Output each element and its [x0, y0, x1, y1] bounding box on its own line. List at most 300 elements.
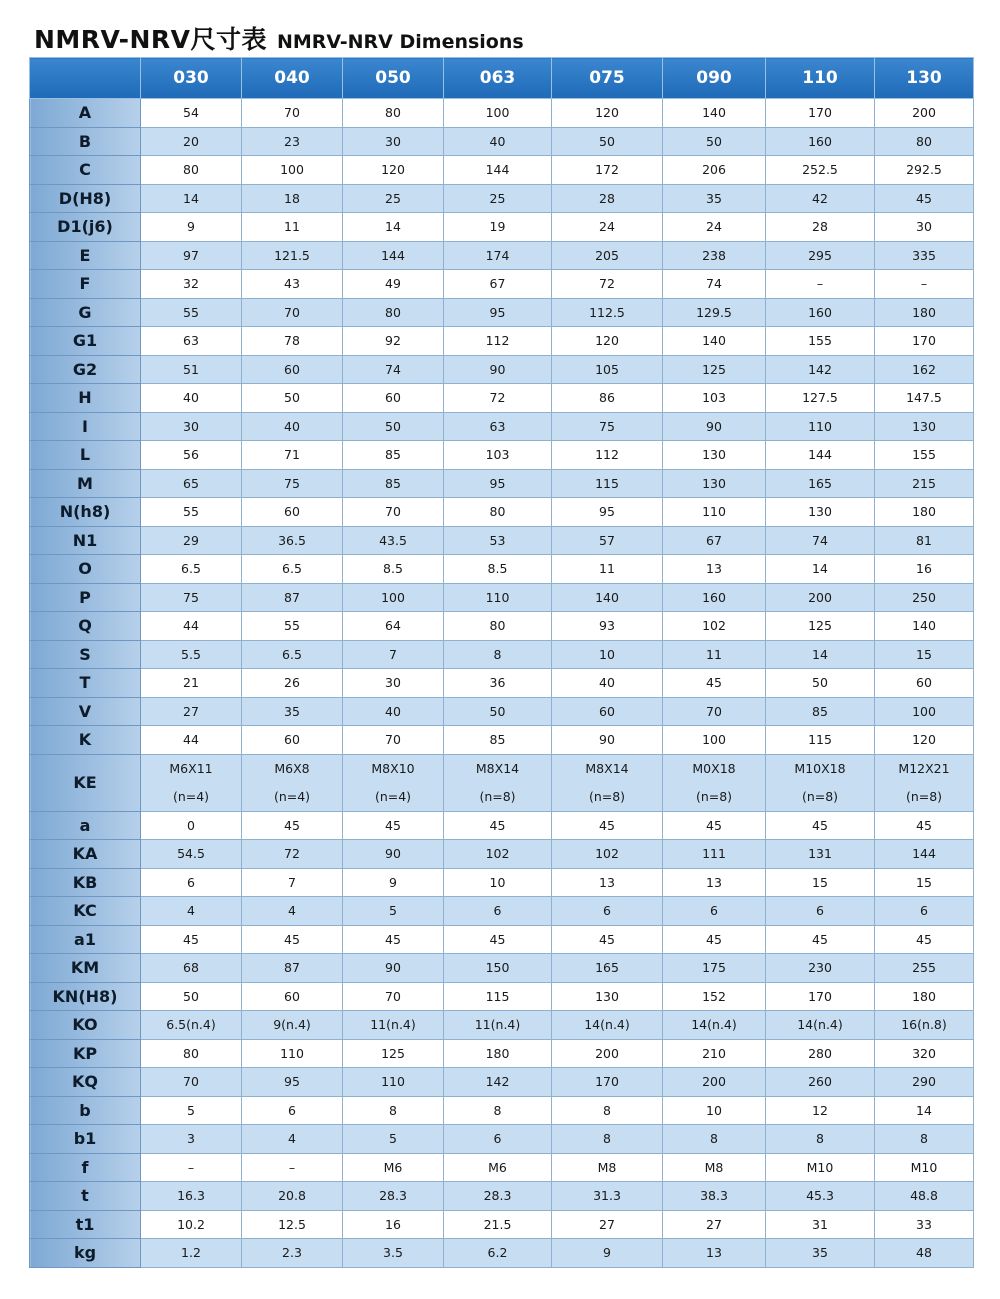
col-header: 040	[242, 58, 343, 99]
table-cell: 70	[343, 726, 444, 755]
table-cell: 30	[875, 213, 974, 242]
table-row	[30, 441, 974, 470]
table-cell: 43	[242, 270, 343, 299]
table-cell: 110	[766, 412, 875, 441]
row-label: t1	[30, 1210, 141, 1239]
table-cell: 53	[444, 526, 552, 555]
table-cell: 18	[242, 184, 343, 213]
table-cell: 14	[343, 213, 444, 242]
table-cell: 144	[875, 840, 974, 869]
table-cell: 65	[141, 469, 242, 498]
table-cell: 50	[141, 982, 242, 1011]
row-label: T	[30, 669, 141, 698]
table-row	[30, 925, 974, 954]
table-cell: 230	[766, 954, 875, 983]
row-label: L	[30, 441, 141, 470]
table-cell: 144	[343, 241, 444, 270]
row-label: G1	[30, 327, 141, 356]
row-label: KQ	[30, 1068, 141, 1097]
table-cell: 50	[444, 697, 552, 726]
table-cell: 21.5	[444, 1210, 552, 1239]
table-cell: 56	[141, 441, 242, 470]
table-cell: 28	[552, 184, 663, 213]
table-cell: 42	[766, 184, 875, 213]
table-cell: 6.5	[242, 555, 343, 584]
table-cell: 6	[141, 868, 242, 897]
table-cell: 97	[141, 241, 242, 270]
table-cell: 125	[766, 612, 875, 641]
table-cell: 67	[444, 270, 552, 299]
row-label: G2	[30, 355, 141, 384]
table-cell: 70	[141, 1068, 242, 1097]
table-cell: 125	[663, 355, 766, 384]
table-row	[30, 355, 974, 384]
table-cell: 14	[875, 1096, 974, 1125]
table-cell: –	[766, 270, 875, 299]
table-cell: 50	[242, 384, 343, 413]
row-label: KE	[30, 754, 141, 811]
table-cell: 3.5	[343, 1239, 444, 1268]
table-cell: 80	[444, 498, 552, 527]
row-label: H	[30, 384, 141, 413]
cell-thread-size: M0X18	[692, 760, 736, 776]
table-cell: 144	[766, 441, 875, 470]
table-cell: 125	[343, 1039, 444, 1068]
table-cell: 6	[663, 897, 766, 926]
row-label: a1	[30, 925, 141, 954]
table-cell: 110	[444, 583, 552, 612]
table-cell	[766, 754, 875, 811]
table-cell: 72	[444, 384, 552, 413]
table-row	[30, 99, 974, 128]
table-row	[30, 754, 974, 811]
table-cell: 7	[242, 868, 343, 897]
table-cell: 29	[141, 526, 242, 555]
table-cell: 6	[875, 897, 974, 926]
table-cell: 45	[141, 925, 242, 954]
table-cell: 80	[444, 612, 552, 641]
table-cell: 45	[444, 811, 552, 840]
table-cell: 28.3	[343, 1182, 444, 1211]
table-cell: 155	[875, 441, 974, 470]
table-row	[30, 555, 974, 584]
table-row	[30, 127, 974, 156]
table-cell: 8	[343, 1096, 444, 1125]
row-label: S	[30, 640, 141, 669]
table-cell: 15	[875, 868, 974, 897]
table-row	[30, 954, 974, 983]
table-cell: 49	[343, 270, 444, 299]
table-row	[30, 1039, 974, 1068]
row-label: B	[30, 127, 141, 156]
table-cell: 27	[141, 697, 242, 726]
table-cell: 40	[141, 384, 242, 413]
table-cell	[242, 754, 343, 811]
table-cell: 200	[663, 1068, 766, 1097]
cell-thread-size: M8X14	[475, 760, 520, 776]
table-cell: 23	[242, 127, 343, 156]
table-cell: 147.5	[875, 384, 974, 413]
table-cell: 127.5	[766, 384, 875, 413]
cell-thread-count: (n=8)	[695, 788, 733, 804]
table-cell: 140	[552, 583, 663, 612]
table-cell: 86	[552, 384, 663, 413]
row-label: E	[30, 241, 141, 270]
row-label: b1	[30, 1125, 141, 1154]
cell-thread-size: M6X8	[274, 760, 310, 776]
table-cell: 70	[343, 982, 444, 1011]
table-cell: 100	[663, 726, 766, 755]
table-cell: 130	[552, 982, 663, 1011]
table-cell: M8	[663, 1153, 766, 1182]
table-cell: 5	[141, 1096, 242, 1125]
table-cell: 45	[242, 811, 343, 840]
table-cell: 10	[663, 1096, 766, 1125]
table-cell: 55	[141, 498, 242, 527]
table-cell: 35	[242, 697, 343, 726]
table-cell: 206	[663, 156, 766, 185]
row-label: KB	[30, 868, 141, 897]
table-row	[30, 526, 974, 555]
table-row	[30, 669, 974, 698]
table-cell: 12	[766, 1096, 875, 1125]
row-label: N1	[30, 526, 141, 555]
table-row	[30, 1153, 974, 1182]
table-cell: 9(n.4)	[242, 1011, 343, 1040]
col-header: 050	[343, 58, 444, 99]
table-cell: 28.3	[444, 1182, 552, 1211]
table-cell: 5.5	[141, 640, 242, 669]
table-cell: 142	[444, 1068, 552, 1097]
table-cell: 170	[766, 99, 875, 128]
table-cell: 14	[766, 555, 875, 584]
table-cell: 30	[343, 127, 444, 156]
table-cell: 320	[875, 1039, 974, 1068]
table-row	[30, 469, 974, 498]
table-cell: 45	[552, 811, 663, 840]
table-cell	[663, 754, 766, 811]
table-cell: 11(n.4)	[444, 1011, 552, 1040]
table-cell: 45	[875, 811, 974, 840]
table-cell: 5	[343, 897, 444, 926]
table-cell: M10	[875, 1153, 974, 1182]
table-cell: 130	[663, 441, 766, 470]
cell-thread-count: (n=4)	[273, 788, 311, 804]
table-cell: 115	[552, 469, 663, 498]
table-cell: 90	[444, 355, 552, 384]
table-cell: 11(n.4)	[343, 1011, 444, 1040]
table-cell: 160	[766, 298, 875, 327]
table-cell: 102	[444, 840, 552, 869]
table-cell: 170	[875, 327, 974, 356]
table-cell: 102	[663, 612, 766, 641]
table-cell: 13	[663, 868, 766, 897]
table-cell: 70	[663, 697, 766, 726]
table-cell: 64	[343, 612, 444, 641]
page-title	[34, 20, 524, 56]
row-label: Q	[30, 612, 141, 641]
table-cell: 63	[141, 327, 242, 356]
table-cell: 140	[663, 327, 766, 356]
table-cell: 54	[141, 99, 242, 128]
table-cell: 40	[444, 127, 552, 156]
table-cell: M6	[343, 1153, 444, 1182]
table-row	[30, 498, 974, 527]
cell-thread-count: (n=8)	[801, 788, 839, 804]
cell-thread-count: (n=4)	[172, 788, 210, 804]
table-cell: 100	[343, 583, 444, 612]
table-cell: 26	[242, 669, 343, 698]
table-cell: 43.5	[343, 526, 444, 555]
table-cell: 11	[663, 640, 766, 669]
table-cell: 14(n.4)	[552, 1011, 663, 1040]
cell-thread-size: M8X10	[371, 760, 415, 776]
table-cell: 35	[663, 184, 766, 213]
row-label: F	[30, 270, 141, 299]
table-row	[30, 1125, 974, 1154]
table-cell: 10	[444, 868, 552, 897]
table-cell: 160	[663, 583, 766, 612]
table-cell: 15	[766, 868, 875, 897]
table-cell: 6	[766, 897, 875, 926]
table-cell: 60	[242, 726, 343, 755]
table-cell: 45	[343, 925, 444, 954]
table-cell: 103	[444, 441, 552, 470]
table-cell: 32	[141, 270, 242, 299]
table-cell: –	[242, 1153, 343, 1182]
table-cell: 60	[242, 355, 343, 384]
table-cell: 130	[875, 412, 974, 441]
table-cell: 7	[343, 640, 444, 669]
table-cell: 215	[875, 469, 974, 498]
table-cell: 180	[875, 498, 974, 527]
table-cell: 102	[552, 840, 663, 869]
table-cell: 74	[766, 526, 875, 555]
table-cell: 111	[663, 840, 766, 869]
table-cell: 51	[141, 355, 242, 384]
table-cell: 8	[444, 1096, 552, 1125]
table-cell: 24	[552, 213, 663, 242]
table-cell: 121.5	[242, 241, 343, 270]
table-cell: M6	[444, 1153, 552, 1182]
table-row	[30, 1096, 974, 1125]
table-cell: 0	[141, 811, 242, 840]
table-cell: 44	[141, 612, 242, 641]
table-body	[30, 99, 974, 1268]
table-cell: 120	[552, 327, 663, 356]
table-cell: 120	[343, 156, 444, 185]
table-row	[30, 384, 974, 413]
table-cell: 80	[343, 99, 444, 128]
table-cell: 160	[766, 127, 875, 156]
table-cell: 90	[343, 954, 444, 983]
table-cell	[141, 754, 242, 811]
table-cell: 129.5	[663, 298, 766, 327]
table-cell: 175	[663, 954, 766, 983]
table-cell: 8	[663, 1125, 766, 1154]
table-cell: 21	[141, 669, 242, 698]
table-cell: 45	[766, 811, 875, 840]
row-label: t	[30, 1182, 141, 1211]
table-cell: 180	[444, 1039, 552, 1068]
row-label: KC	[30, 897, 141, 926]
cell-thread-count: (n=8)	[479, 788, 516, 804]
table-cell: 50	[552, 127, 663, 156]
table-cell: 16	[875, 555, 974, 584]
table-cell: 140	[875, 612, 974, 641]
header-corner	[30, 58, 141, 99]
table-row	[30, 897, 974, 926]
table-cell: 95	[552, 498, 663, 527]
table-cell: 120	[875, 726, 974, 755]
table-cell: 200	[552, 1039, 663, 1068]
table-cell: 14	[766, 640, 875, 669]
table-cell: 9	[552, 1239, 663, 1268]
table-cell	[444, 754, 552, 811]
table-cell: 70	[242, 99, 343, 128]
table-cell: 165	[766, 469, 875, 498]
table-cell: 14(n.4)	[766, 1011, 875, 1040]
table-cell: 27	[663, 1210, 766, 1239]
table-cell: 71	[242, 441, 343, 470]
table-cell: 8.5	[343, 555, 444, 584]
table-cell: 110	[242, 1039, 343, 1068]
table-cell: 6.5(n.4)	[141, 1011, 242, 1040]
table-cell: 50	[663, 127, 766, 156]
table-cell: –	[875, 270, 974, 299]
table-cell: 200	[766, 583, 875, 612]
table-cell: 36	[444, 669, 552, 698]
table-cell: 60	[242, 982, 343, 1011]
table-cell: 14	[141, 184, 242, 213]
table-cell: 180	[875, 298, 974, 327]
table-cell: 95	[444, 298, 552, 327]
table-cell: 9	[343, 868, 444, 897]
table-cell: 70	[242, 298, 343, 327]
table-cell: 19	[444, 213, 552, 242]
table-cell: 15	[875, 640, 974, 669]
table-cell	[343, 754, 444, 811]
col-header: 030	[141, 58, 242, 99]
table-row	[30, 640, 974, 669]
table-cell: 112	[444, 327, 552, 356]
table-cell: 8	[552, 1096, 663, 1125]
table-cell: 131	[766, 840, 875, 869]
table-cell: 80	[141, 1039, 242, 1068]
table-cell: 45	[343, 811, 444, 840]
table-cell: 174	[444, 241, 552, 270]
table-cell: 25	[343, 184, 444, 213]
table-cell: 60	[242, 498, 343, 527]
table-cell: 38.3	[663, 1182, 766, 1211]
table-cell: M10	[766, 1153, 875, 1182]
table-cell: 8	[766, 1125, 875, 1154]
table-cell: 295	[766, 241, 875, 270]
table-cell: 45	[663, 925, 766, 954]
dimensions-table	[29, 57, 974, 1268]
table-cell: 40	[343, 697, 444, 726]
table-cell: 87	[242, 583, 343, 612]
table-cell: 4	[141, 897, 242, 926]
row-label: V	[30, 697, 141, 726]
table-cell: 72	[552, 270, 663, 299]
row-label: O	[30, 555, 141, 584]
table-row	[30, 982, 974, 1011]
table-cell: 152	[663, 982, 766, 1011]
table-cell: 16(n.8)	[875, 1011, 974, 1040]
row-label: b	[30, 1096, 141, 1125]
table-row	[30, 412, 974, 441]
table-cell: 16	[343, 1210, 444, 1239]
table-cell: 150	[444, 954, 552, 983]
table-cell: 95	[444, 469, 552, 498]
row-label: kg	[30, 1239, 141, 1268]
table-cell: 50	[766, 669, 875, 698]
table-cell: 60	[552, 697, 663, 726]
table-cell: 85	[766, 697, 875, 726]
table-cell: 144	[444, 156, 552, 185]
table-row	[30, 327, 974, 356]
table-cell: 45	[444, 925, 552, 954]
table-row	[30, 583, 974, 612]
table-cell: 103	[663, 384, 766, 413]
table-cell: 13	[663, 1239, 766, 1268]
table-cell: 33	[875, 1210, 974, 1239]
table-cell: 10.2	[141, 1210, 242, 1239]
table-cell: 110	[663, 498, 766, 527]
header-row	[30, 58, 974, 99]
table-row	[30, 840, 974, 869]
table-cell: 280	[766, 1039, 875, 1068]
table-cell: 6	[552, 897, 663, 926]
table-cell: 105	[552, 355, 663, 384]
table-cell: 93	[552, 612, 663, 641]
table-cell: 292.5	[875, 156, 974, 185]
table-cell: 6.2	[444, 1239, 552, 1268]
table-cell: 45	[242, 925, 343, 954]
table-cell: 50	[343, 412, 444, 441]
table-cell: 30	[141, 412, 242, 441]
table-row	[30, 811, 974, 840]
table-cell: 260	[766, 1068, 875, 1097]
table-cell: 4	[242, 1125, 343, 1154]
table-cell: 45	[663, 811, 766, 840]
cell-thread-size: M6X11	[169, 760, 213, 776]
table-cell: 255	[875, 954, 974, 983]
cell-thread-size: M8X14	[585, 760, 629, 776]
cell-thread-count: (n=8)	[588, 788, 626, 804]
table-cell: 180	[875, 982, 974, 1011]
table-cell: 48	[875, 1239, 974, 1268]
table-cell: 60	[875, 669, 974, 698]
table-cell: 100	[875, 697, 974, 726]
table-cell: 110	[343, 1068, 444, 1097]
title-en: NMRV-NRV Dimensions	[276, 31, 524, 53]
table-cell: 115	[766, 726, 875, 755]
table-cell: 250	[875, 583, 974, 612]
row-label: KM	[30, 954, 141, 983]
table-row	[30, 270, 974, 299]
table-cell: 1.2	[141, 1239, 242, 1268]
table-cell: 6.5	[242, 640, 343, 669]
col-header: 110	[766, 58, 875, 99]
table-cell: 44	[141, 726, 242, 755]
table-cell: 205	[552, 241, 663, 270]
table-cell: 162	[875, 355, 974, 384]
table-cell: 45.3	[766, 1182, 875, 1211]
table-cell: 8	[875, 1125, 974, 1154]
table-row	[30, 612, 974, 641]
